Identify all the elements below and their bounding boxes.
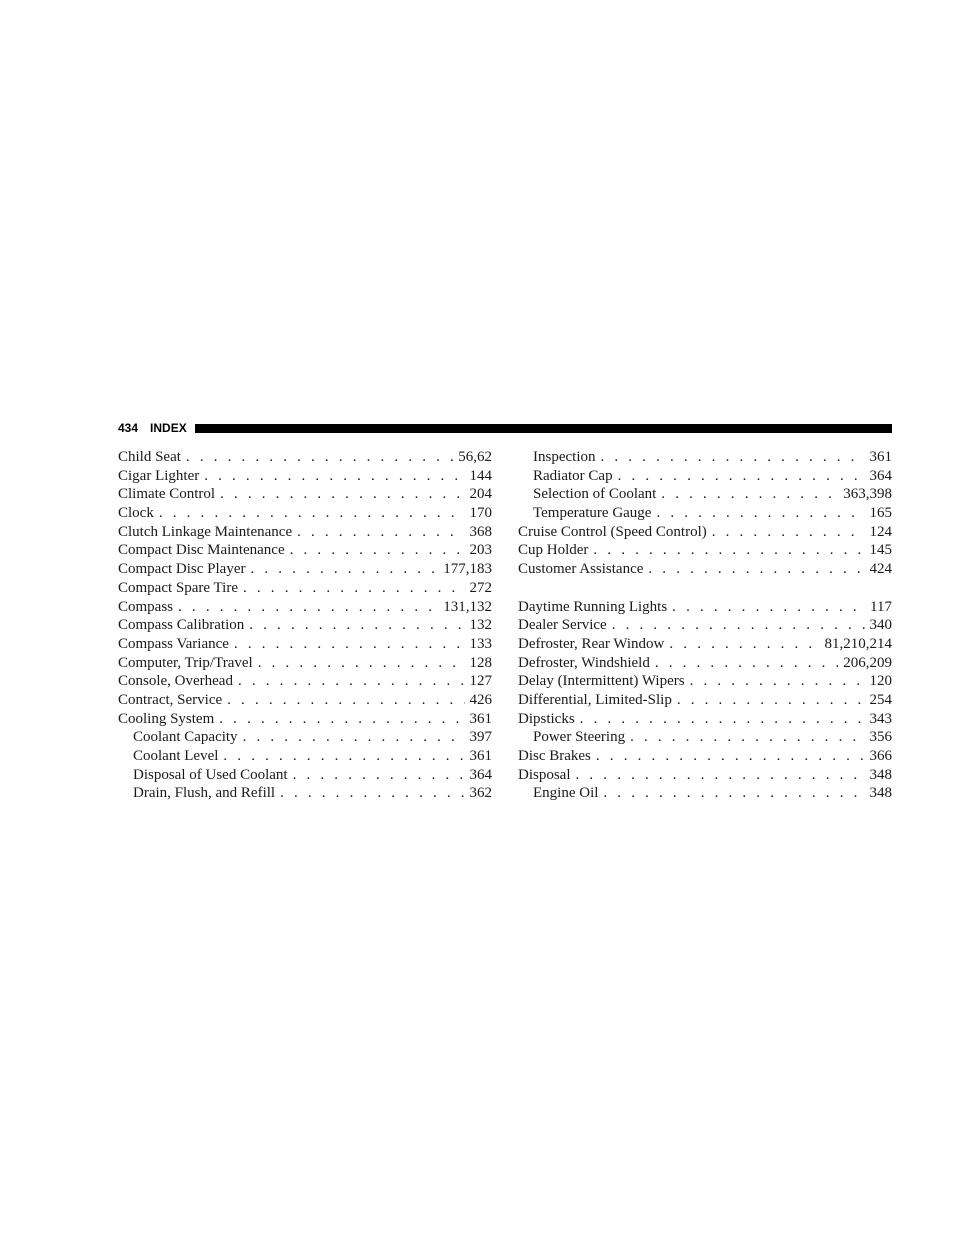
index-pages: 368 [469,523,492,540]
index-entry [118,485,492,504]
index-term: Drain, Flush, and Refill [133,785,276,802]
index-pages: 426 [469,691,492,708]
index-term: Disposal [518,766,571,783]
index-pages: 177,183 [443,561,492,578]
index-term: Temperature Gauge [533,505,652,522]
dot-leader [250,560,438,579]
index-pages: 132 [469,617,492,634]
index-entry [118,448,492,467]
index-pages: 131,132 [443,598,492,615]
index-term: Cruise Control (Speed Control) [518,523,707,540]
index-pages: 272 [469,579,492,596]
dot-leader [661,485,838,504]
index-term: Defroster, Windshield [518,654,650,671]
dot-leader [603,784,864,803]
index-term: Engine Oil [533,785,599,802]
index-term: Radiator Cap [533,467,613,484]
header-rule [195,424,892,433]
index-term: Compact Disc Player [118,561,246,578]
index-pages: 117 [870,598,892,615]
dot-leader [249,616,464,635]
index-entry [118,691,492,710]
index-pages: 204 [469,486,492,503]
index-pages: 361 [469,710,492,727]
index-entry [118,635,492,654]
index-entry [118,672,492,691]
index-pages: 145 [869,542,892,559]
index-term: Cigar Lighter [118,467,200,484]
index-term: Defroster, Rear Window [518,635,665,652]
dot-leader [576,766,865,785]
index-entry [518,766,892,785]
index-term: Disc Brakes [518,748,591,764]
index-pages: 124 [869,523,892,540]
dot-leader [219,710,464,729]
index-entry [118,728,492,747]
index-term: Dealer Service [518,617,607,634]
dot-leader [280,784,464,803]
index-entry [118,523,492,542]
index-pages: 144 [469,467,492,484]
index-term: Coolant Capacity [133,729,238,746]
index-pages: 348 [869,785,892,802]
index-pages: 203 [469,542,492,559]
index-entry [518,523,892,542]
index-pages: 361 [469,748,492,764]
index-pages: 120 [869,673,892,690]
index-pages: 56,62 [458,449,492,465]
dot-leader [672,598,865,617]
index-entry [118,579,492,598]
index-entry [518,467,892,486]
page-number: 434 [118,421,139,435]
index-entry [518,710,892,729]
index-term: Clutch Linkage Maintenance [118,523,293,540]
dot-leader [655,654,838,673]
index-pages: 133 [469,635,492,652]
index-spacer [518,579,892,598]
index-term: Compass Variance [118,635,229,652]
index-entry [118,598,492,617]
dot-leader [227,691,464,710]
index-pages: 340 [869,617,892,634]
index-pages: 424 [869,561,892,578]
index-entry [118,616,492,635]
index-term: Selection of Coolant [533,486,657,503]
dot-leader [204,467,464,486]
index-term: Differential, Limited-Slip [518,691,672,708]
section-title: INDEX [150,421,187,435]
index-pages: 364 [469,766,492,783]
dot-leader [186,448,453,467]
dot-leader [618,467,865,486]
index-term: Disposal of Used Coolant [133,766,288,783]
dot-leader [178,598,438,617]
index-pages: 362 [469,785,492,802]
index-term: Coolant Level [133,748,219,764]
index-entry [118,654,492,673]
dot-leader [220,485,464,504]
index-term: Child Seat [118,449,181,465]
index-entry [118,710,492,729]
dot-leader [596,747,865,766]
index-entry [118,541,492,560]
index-column-left [118,448,492,803]
dot-leader [159,504,465,523]
index-entry [118,747,492,766]
dot-leader [677,691,865,710]
dot-leader [600,448,864,467]
index-entry [518,485,892,504]
index-entry [518,616,892,635]
index-entry [118,784,492,803]
dot-leader [656,504,864,523]
index-entry [518,654,892,673]
index-entry [518,672,892,691]
index-term: Console, Overhead [118,673,233,690]
index-entry [518,541,892,560]
index-term: Dipsticks [518,710,575,727]
index-pages: 128 [469,654,492,671]
index-entry [118,504,492,523]
dot-leader [630,728,864,747]
dot-leader [712,523,865,542]
index-term: Contract, Service [118,691,223,708]
index-pages: 206,209 [843,654,892,671]
index-entry [518,747,892,766]
index-pages: 397 [469,729,492,746]
index-pages: 170 [469,505,492,522]
dot-leader [290,541,465,560]
dot-leader [243,728,465,747]
index-term: Compact Disc Maintenance [118,542,285,559]
dot-leader [669,635,819,654]
index-pages: 366 [869,748,892,764]
index-term: Cooling System [118,710,215,727]
dot-leader [234,635,465,654]
index-pages: 165 [869,505,892,522]
index-pages: 363,398 [843,486,892,503]
index-term: Inspection [533,449,596,465]
index-entry [518,560,892,579]
index-entry [518,635,892,654]
index-entry [518,784,892,803]
index-entry [118,766,492,785]
index-term: Customer Assistance [518,561,644,578]
dot-leader [612,616,865,635]
index-entry [518,448,892,467]
index-term: Daytime Running Lights [518,598,668,615]
dot-leader [238,672,465,691]
dot-leader [258,654,465,673]
index-entry [518,598,892,617]
dot-leader [648,560,864,579]
dot-leader [293,766,465,785]
index-column-right [518,448,892,803]
index-entry [118,560,492,579]
index-pages: 348 [869,766,892,783]
dot-leader [580,710,865,729]
index-term: Compact Spare Tire [118,579,238,596]
index-pages: 361 [869,449,892,465]
index-term: Computer, Trip/Travel [118,654,253,671]
dot-leader [243,579,465,598]
index-term: Climate Control [118,486,216,503]
index-entry [518,728,892,747]
dot-leader [690,672,865,691]
dot-leader [593,541,864,560]
index-pages: 81,210,214 [824,635,892,652]
dot-leader [297,523,464,542]
index-entry [518,691,892,710]
index-pages: 127 [469,673,492,690]
index-term: Power Steering [533,729,626,746]
index-term: Compass [118,598,174,615]
index-pages: 356 [869,729,892,746]
page-header [118,420,892,436]
index-pages: 343 [869,710,892,727]
index-term: Delay (Intermittent) Wipers [518,673,685,690]
index-entry [118,467,492,486]
index-term: Clock [118,505,154,522]
index-term: Compass Calibration [118,617,245,634]
index-term: Cup Holder [518,542,589,559]
index-pages: 364 [869,467,892,484]
index-pages: 254 [869,691,892,708]
index-entry [518,504,892,523]
dot-leader [223,747,464,766]
